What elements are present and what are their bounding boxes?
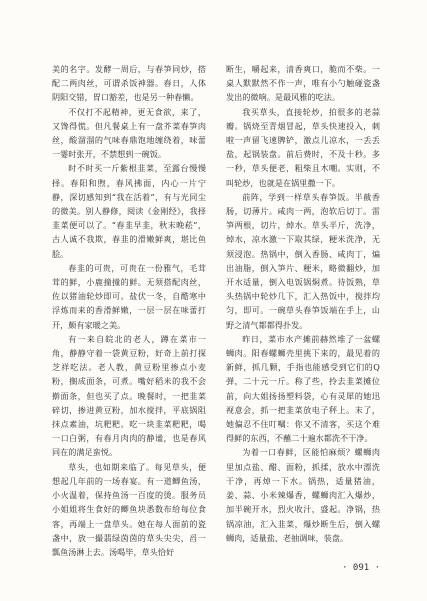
paragraph: 不仅打不起精神，更无食欲，来了，又馋得慌。但凡餐桌上有一盘芥菜春笋肉丝，酸溜溜的气味春鼎饱地缠绕着，味蕾一霎时张开，不禁想到一碗饭。 xyxy=(52,106,206,160)
paragraph: 我买草头，直接轮炒，拍很多的老蒜瓣。锅烧至青烟冒起，草头快速投入，刺啦一声留飞速脾铲，激点儿凉水，一丢丢盐，起锅装盘。前后费时，不及十秒。多一秒，草头便老，粗柴且木嘲。实则，不叫轮炒，也就是在锅里撒一下。 xyxy=(226,106,380,188)
left-text-column xyxy=(52,62,206,558)
right-text-column xyxy=(226,62,380,558)
paragraph: 昨日，菜市水产摊前赫然堆了一盆螺蛳肉。阳春螺蛳壳里挑下来的，最见着的新鲜，抓几颗，手指也能感受到它们的Q弹，二十元一斤。称了些，拎去韭菜摊位前，向大姐扬扬塑料袋，心有灵犀的她迅视意会，抓一把韭菜放电子秤上。末了，她偏忍不住叮嘱：你又不清客，买这个难得鲜的东西，不蘸二十遍水都洗不干净。 xyxy=(226,333,380,444)
paragraph: 春韭的可贵，可贵在一份雅气，毛茸茸的鲜，小鹿撞撞的鲜。无须搭配肉丝，佐以猪油轮炒即可。盐伏一冬，自酷寒中浮炼而来的香滑鲜嫩，一层一层在味蕾打开，颇有家暖之美。 xyxy=(52,262,206,330)
paragraph: 前阵，学到一样草头春笋饭。半截香肠，切薄片。咸肉一两，泡软后切丁。雷笋两根，切片，焯水。草头半斤，洗净，焯水，凉水激一下取其绿，粳米洗净，无须浸泡。热锅中，倒入香肠、咸肉丁，煸出油脂，倒入笋片、粳米，略微翻炒，加开水适量，倒入电饭锅焖煮。待饭熟，草头热锅中轮炒几下，汇入热饭中，搅拌均匀，即可。一碗草头春笋饭端在手上，山野之清气都都得扑发。 xyxy=(226,191,380,330)
paragraph: 断生，嚼起来，清香爽口，脆而不柴。一桌人默默然不作一声，唯有小勺触碰瓷盏发出的微响。是最风雅的吃法。 xyxy=(226,64,380,103)
paragraph: 有一来自皖北的老人，蹲在菜市一角，静静守着一袋黄豆粉，好奇上前打探芝祥吃法。老人教，黄豆粉里掺点小麦粉，搁成面条，可煮。嘴好稻米的我不会擀面条，但也买了点。晚餐时，一把韭菜碎切，掺进黄豆粉，加水搅拌，平底锅阻抹点素油，坑粑粑。吃一块韭菜粑粑，喝一口白粥，有春月肉肉的静谧，也是春风同在的满足蛮悦。 xyxy=(52,333,206,458)
paragraph: 美的名字。发酵一周后，与春笋同炒，搭配二两肉丝，可谓杀饭神器。春日，人体阴阳交错，胃口豁差，也是另一种春懒。 xyxy=(52,64,206,103)
page-number: · 091 · xyxy=(342,563,380,573)
paragraph: 时不时买一斤紫根韭菜，至露台慢慢择。春阳和煦，春风拂面，内心一片宁静，深切感知到“我在活着”，有与光同尘的微美。别人静修，阅读《金刚经》，我择韭菜便可以了。“春韭早韭，秋末晚菘”，古人诚不我欺，春韭的滑嫩鲜爽，堪比鱼脍。 xyxy=(52,163,206,259)
paragraph: 为着一口春鲜，区能怕麻烦？螺蛳肉里加点盐、醋、面粉，抓揉，放水中漂洗干净，再焯一下水。锅热，适量猪油，姜、蒜、小米辣爆香，螺蛳肉汇入爆炒，加半碗开水，烈火收汁，盛起。净锅，热锅凉油，汇入韭菜，爆炒断生后，倒入螺蛳肉，适量盐、老抽调味，装盘。 xyxy=(226,447,380,543)
paragraph: 草头，也如期来临了。每见草头，便想起几年前的一场春宴。有一道鲫鱼汤，小火温着，保持鱼汤一百度的烫。服务员小姐姐将生食好的鲫鱼块悉数布给每位食客，再端上一盘草头。她在每人面前的瓷盏中，放一撮翡绿茵茵的草头尖尖，舀一瓢鱼汤淋上去。汤喝毕，草头恰好 xyxy=(52,461,206,557)
article-page xyxy=(52,62,380,558)
